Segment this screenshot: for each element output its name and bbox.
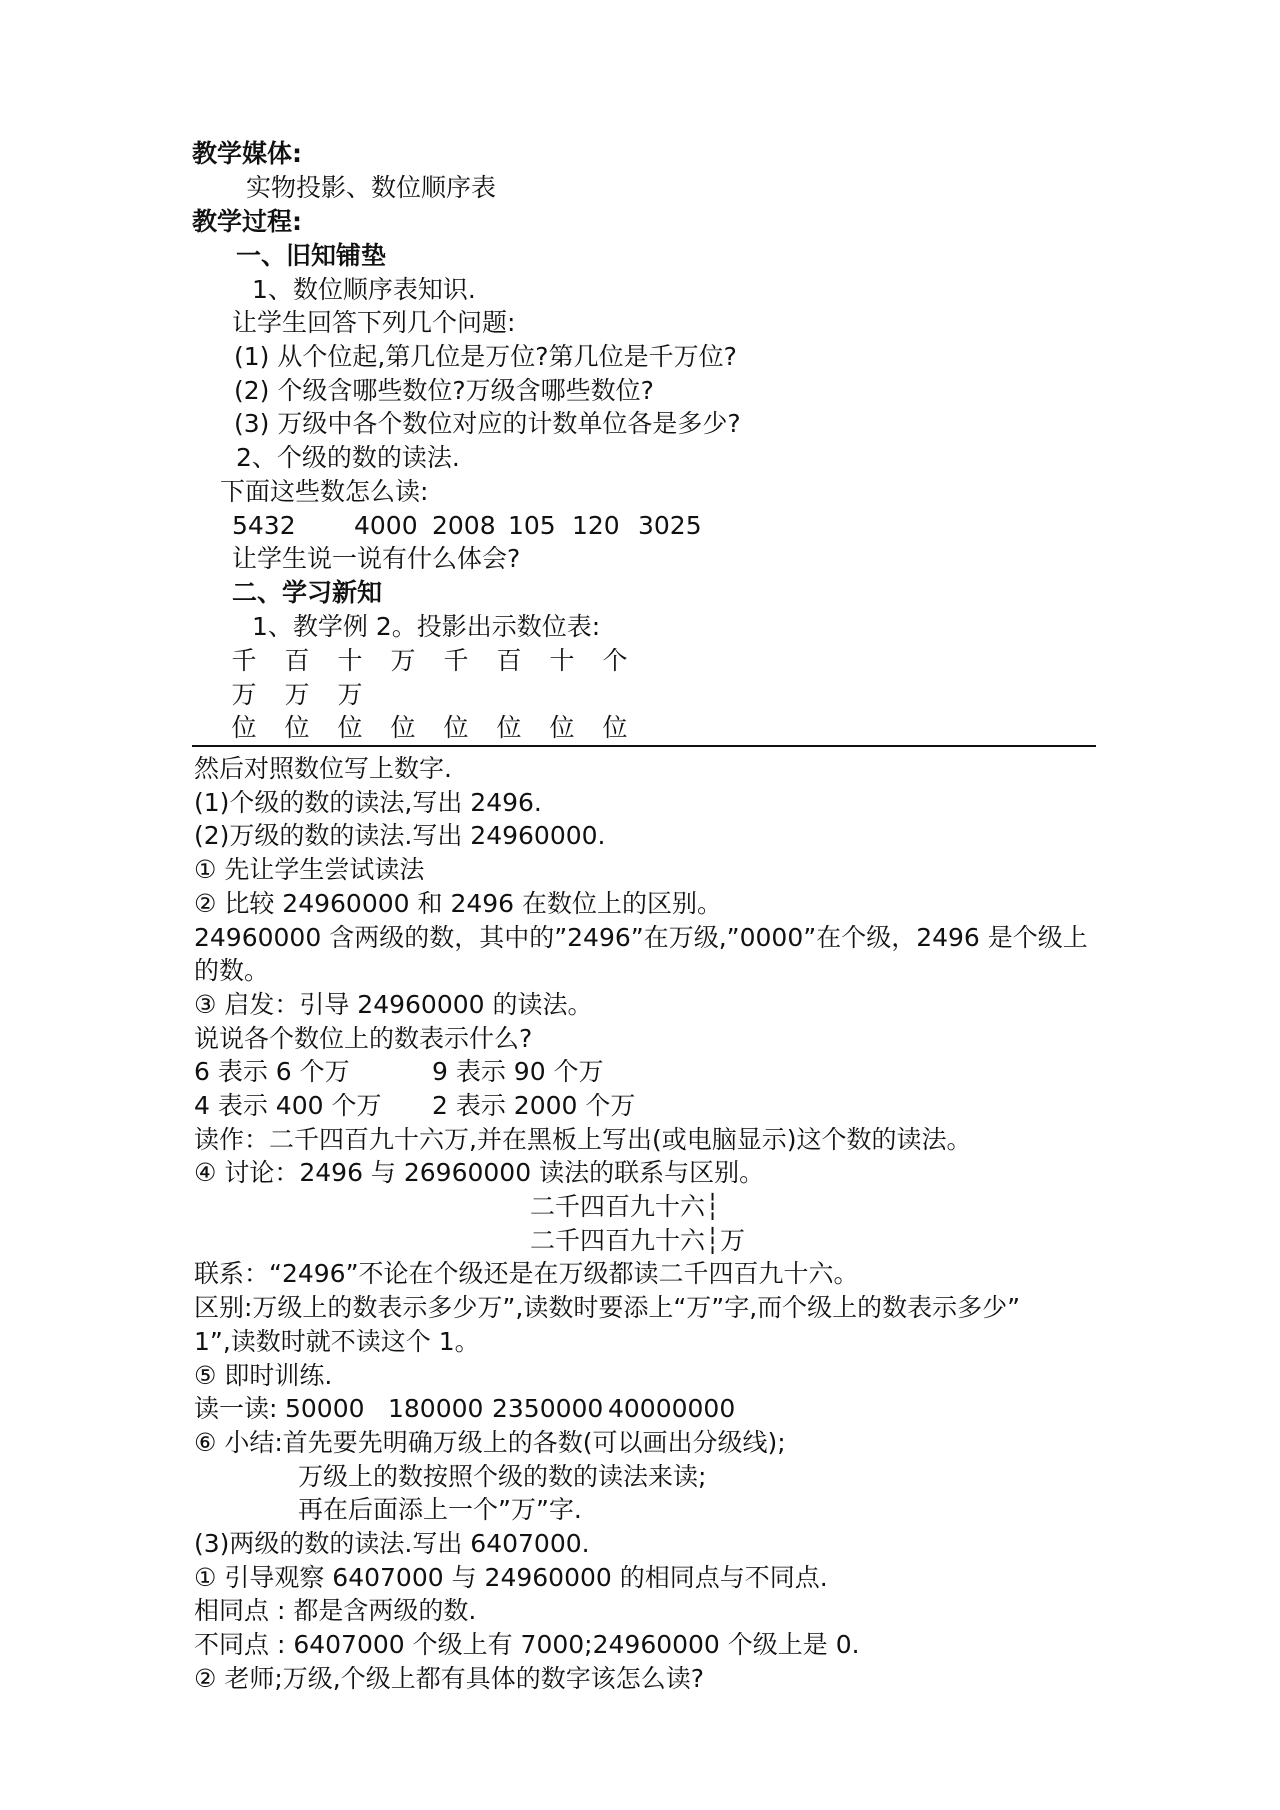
section1-item2: 2、个级的数的读法. — [236, 443, 460, 472]
place-cell: 个 — [602, 646, 628, 675]
number-item: 105 — [508, 511, 556, 540]
place-cell: 位 — [443, 713, 469, 742]
place-cell: 位 — [284, 713, 310, 742]
text-line: (2)万级的数的读法.写出 24960000. — [194, 821, 606, 850]
number-item: 120 — [572, 511, 620, 540]
text-line: ⑥ 小结:首先要先明确万级上的各数(可以画出分级线); — [194, 1428, 786, 1457]
number-item: 4000 — [354, 511, 418, 540]
text-line: 联系：“2496”不论在个级还是在万级都读二千四百九十六。 — [194, 1259, 859, 1288]
text-line: ② 老师;万级,个级上都有具体的数字该怎么读? — [194, 1664, 704, 1693]
section2-item1: 1、教学例 2。投影出示数位表: — [252, 612, 601, 641]
text-line: 不同点 : 6407000 个级上有 7000;24960000 个级上是 0. — [194, 1630, 860, 1659]
place-cell: 位 — [231, 713, 257, 742]
place-cell: 万 — [284, 680, 310, 709]
question-2: (2) 个级含哪些数位?万级含哪些数位? — [234, 376, 654, 405]
section1-prompt: 让学生回答下列几个问题: — [232, 308, 516, 337]
media-content: 实物投影、数位顺序表 — [246, 173, 497, 202]
place-cell: 百 — [496, 646, 522, 675]
reading-split-2: 二千四百九十六┆万 — [530, 1226, 746, 1255]
place-cell: 十 — [549, 646, 575, 675]
text-line: 然后对照数位写上数字. — [194, 754, 452, 783]
text-line: 万级上的数按照个级的数的读法来读; — [298, 1462, 707, 1491]
place-cell: 千 — [231, 646, 257, 675]
question-1: (1) 从个位起,第几位是万位?第几位是千万位? — [234, 342, 737, 371]
text-line: (1)个级的数的读法,写出 2496. — [194, 788, 542, 817]
text-line: 说说各个数位上的数表示什么? — [194, 1024, 533, 1053]
horizontal-rule — [192, 745, 1096, 747]
question-3: (3) 万级中各个数位对应的计数单位各是多少? — [234, 409, 741, 438]
practice-number: 2350000 — [492, 1394, 604, 1423]
place-cell: 万 — [390, 646, 416, 675]
practice-label: 读一读: — [194, 1394, 278, 1423]
reflect-prompt: 让学生说一说有什么体会? — [232, 544, 521, 573]
place-cell: 十 — [337, 646, 363, 675]
section1-item1: 1、数位顺序表知识. — [252, 275, 476, 304]
text-line: 的数。 — [194, 956, 270, 985]
text-line: 再在后面添上一个”万”字. — [298, 1495, 582, 1524]
media-heading: 教学媒体: — [192, 139, 302, 168]
process-heading: 教学过程: — [192, 207, 302, 236]
place-cell: 位 — [390, 713, 416, 742]
text-line: 24960000 含两级的数，其中的”2496”在万级,”0000”在个级，2496 是个级上 — [194, 923, 1088, 952]
section1-title: 一、旧知铺垫 — [236, 241, 387, 270]
text-line: 9 表示 90 个万 — [432, 1057, 604, 1086]
reading-split-1: 二千四百九十六┆ — [530, 1192, 721, 1221]
practice-number: 40000000 — [608, 1394, 736, 1423]
text-line: 4 表示 400 个万 — [194, 1091, 382, 1120]
text-line: ④ 讨论：2496 与 26960000 读法的联系与区别。 — [194, 1158, 765, 1187]
text-line: ② 比较 24960000 和 2496 在数位上的区别。 — [194, 889, 723, 918]
text-line: 6 表示 6 个万 — [194, 1057, 350, 1086]
text-line: 2 表示 2000 个万 — [432, 1091, 636, 1120]
number-item: 5432 — [232, 511, 296, 540]
text-line: ⑤ 即时训练. — [194, 1361, 333, 1390]
number-item: 2008 — [432, 511, 496, 540]
place-cell: 百 — [284, 646, 310, 675]
text-line: 读作：二千四百九十六万,并在黑板上写出(或电脑显示)这个数的读法。 — [194, 1125, 972, 1154]
place-cell: 万 — [231, 680, 257, 709]
section2-title: 二、学习新知 — [232, 578, 383, 607]
text-line: 1”,读数时就不读这个 1。 — [194, 1327, 480, 1356]
place-cell: 千 — [443, 646, 469, 675]
text-line: (3)两级的数的读法.写出 6407000. — [194, 1529, 590, 1558]
text-line: 相同点 : 都是含两级的数. — [194, 1596, 477, 1625]
text-line: 区别:万级上的数表示多少万”,读数时要添上“万”字,而个级上的数表示多少” — [194, 1293, 1021, 1322]
place-cell: 位 — [337, 713, 363, 742]
text-line: ③ 启发：引导 24960000 的读法。 — [194, 990, 593, 1019]
text-line: ① 先让学生尝试读法 — [194, 855, 425, 884]
practice-number: 180000 — [388, 1394, 484, 1423]
practice-number: 50000 — [285, 1394, 365, 1423]
text-line: ① 引导观察 6407000 与 24960000 的相同点与不同点. — [194, 1563, 828, 1592]
place-cell: 位 — [549, 713, 575, 742]
number-item: 3025 — [638, 511, 702, 540]
read-prompt: 下面这些数怎么读: — [220, 477, 429, 506]
place-cell: 位 — [602, 713, 628, 742]
place-cell: 万 — [337, 680, 363, 709]
place-cell: 位 — [496, 713, 522, 742]
